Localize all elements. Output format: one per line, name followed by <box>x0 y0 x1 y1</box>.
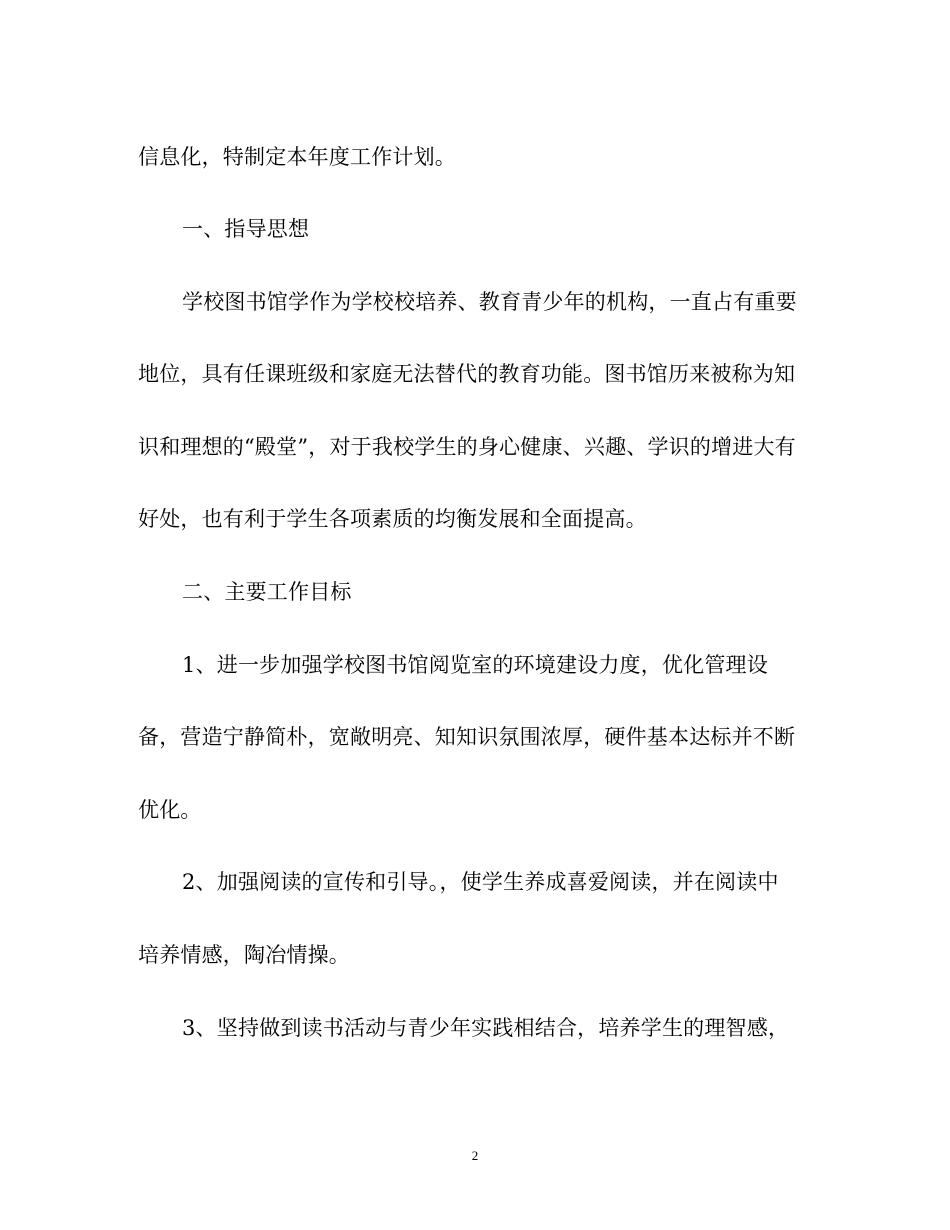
paragraph-line: 信息化，特制定本年度工作计划。 <box>138 145 456 169</box>
paragraph-line: 3、坚持做到读书活动与青少年实践相结合，培养学生的理智感， <box>182 1016 790 1040</box>
page-number: 2 <box>471 1148 479 1163</box>
section-heading: 二、主要工作目标 <box>182 580 352 604</box>
paragraph-line: 1、进一步加强学校图书馆阅览室的环境建设力度，优化管理设 <box>182 653 768 677</box>
paragraph-line: 地位，具有任课班级和家庭无法替代的教育功能。图书馆历来被称为知 <box>138 362 796 386</box>
paragraph-line: 2、加强阅读的宣传和引导。，使学生养成喜爱阅读，并在阅读中 <box>182 870 779 894</box>
paragraph-line: 学校图书馆学作为学校校培养、教育青少年的机构，一直占有重要 <box>182 290 797 314</box>
paragraph-line: 培养情感，陶冶情操。 <box>138 943 350 967</box>
paragraph-line: 优化。 <box>138 798 202 822</box>
paragraph-line: 好处，也有利于学生各项素质的均衡发展和全面提高。 <box>138 507 647 531</box>
paragraph-line: 识和理想的“殿堂”，对于我校学生的身心健康、兴趣、学识的增进大有 <box>138 435 796 459</box>
paragraph-line: 备，营造宁静简朴，宽敞明亮、知知识氛围浓厚，硬件基本达标并不断 <box>138 725 796 749</box>
section-heading: 一、指导思想 <box>182 217 310 241</box>
